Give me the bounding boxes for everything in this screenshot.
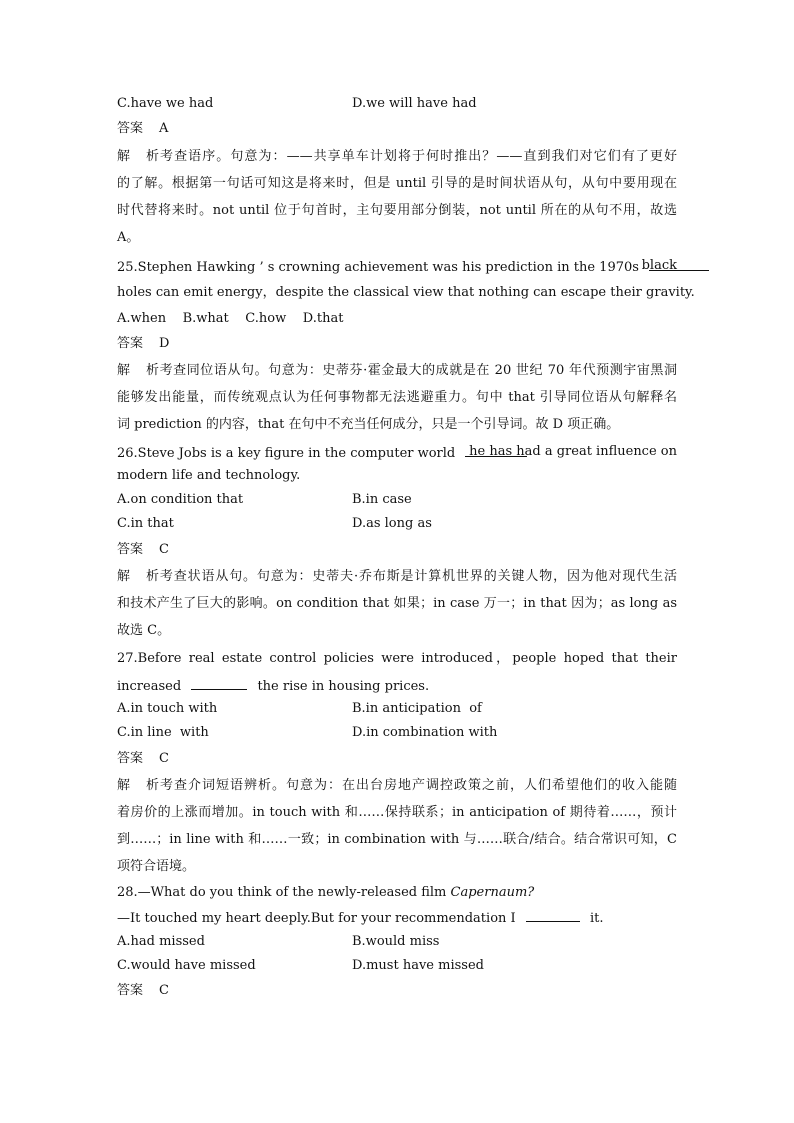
answer-value: C <box>159 983 169 998</box>
q26-option-b: B.in case <box>352 492 412 507</box>
q28-stem-text-end: it. <box>589 911 604 926</box>
q27-blank <box>191 676 247 690</box>
answer-label: 答案 <box>117 336 144 351</box>
q25-explanation-line-3: 词 prediction 的内容，that 在句中不充当任何成分，只是一个引导词。故 D 项正确。 <box>117 417 620 432</box>
explanation-text: 考查状语从句。句意为：史蒂夫·乔布斯是计算机世界的关键人物，因为他对现代生活 <box>159 569 677 584</box>
q27-explanation-line-4: 项符合语境。 <box>117 859 196 874</box>
q28-stem-line-2 <box>117 908 603 928</box>
q24-explanation-line-3: 时代替将来时。not until 位于句首时，主句要用部分倒装，not until 所在的从句不用，故选 <box>117 203 677 218</box>
q24-explanation-line-2: 的了解。根据第一句话可知这是将来时，但是 until 引导的是时间状语从句，从句中要用现在 <box>117 176 677 191</box>
q28-stem-text: 28.—What do you think of the newly-released film <box>117 885 447 900</box>
q28-answer <box>117 982 169 1000</box>
q25-options: A.when B.what C.how D.that <box>117 311 344 326</box>
answer-label: 答案 <box>117 751 144 766</box>
explanation-text: 考查语序。句意为：——共享单车计划将于何时推出？——直到我们对它们有了更好 <box>159 149 677 164</box>
q28-option-c: C.would have missed <box>117 958 256 973</box>
q27-explanation-line-2: 着房价的上涨而增加。in touch with 和……保持联系；in anticipation of 期待着……，预计 <box>117 805 677 820</box>
q27-explanation-line-1 <box>117 777 677 795</box>
q24-option-d: D.we will have had <box>352 96 477 111</box>
explanation-label: 解析 <box>117 363 159 378</box>
q27-stem-text-end: the rise in housing prices. <box>257 679 430 694</box>
q28-blank <box>526 908 580 922</box>
explanation-label: 解析 <box>117 778 159 793</box>
q26-stem-line-1 <box>117 443 677 463</box>
q24-answer <box>117 120 168 138</box>
q26-stem-text: 26.Steve Jobs is a key figure in the computer world <box>117 446 456 461</box>
q24-explanation-line-4: A。 <box>117 230 140 245</box>
q27-answer <box>117 750 169 768</box>
explanation-label: 解析 <box>117 569 159 584</box>
q28-film-title: Capernaum? <box>450 885 535 900</box>
q27-option-a: A.in touch with <box>117 701 218 716</box>
q27-explanation-line-3: 到……；in line with 和……一致；in combination with 与……联合/结合。结合常识可知，C <box>117 832 677 847</box>
q24-explanation-line-1 <box>117 148 677 166</box>
explanation-text: 考查同位语从句。句意为：史蒂芬·霍金最大的成就是在 20 世纪 70 年代预测宇宙黑洞 <box>159 363 677 378</box>
answer-value: C <box>159 751 169 766</box>
q25-stem-text: 25.Stephen Hawking ’ s crowning achievement was his prediction in the 1970s <box>117 260 639 275</box>
answer-label: 答案 <box>117 983 144 998</box>
q25-stem-line-2: holes can emit energy，despite the classical view that nothing can escape their gravity. <box>117 285 695 300</box>
answer-label: 答案 <box>117 542 144 557</box>
q27-stem-text: increased <box>117 679 182 694</box>
q25-stem-line-1 <box>117 257 677 277</box>
q25-explanation-line-1 <box>117 362 677 380</box>
answer-label: 答案 <box>117 121 144 136</box>
q26-explanation-line-3: 故选 C。 <box>117 623 171 638</box>
q26-answer <box>117 541 169 559</box>
explanation-label: 解析 <box>117 149 159 164</box>
q27-option-b: B.in anticipation of <box>352 701 482 716</box>
explanation-text: 考查介词短语辨析。句意为：在出台房地产调控政策之前，人们希望他们的收入能随 <box>159 778 677 793</box>
q26-stem-text-end: he has had a great influence on <box>469 444 677 459</box>
q26-option-a: A.on condition that <box>117 492 244 507</box>
q24-option-c: C.have we had <box>117 96 214 111</box>
answer-value: C <box>159 542 169 557</box>
q28-option-d: D.must have missed <box>352 958 484 973</box>
q28-stem-text: —It touched my heart deeply.But for your recommendation I <box>117 911 516 926</box>
answer-value: A <box>159 121 169 136</box>
q26-explanation-line-2: 和技术产生了巨大的影响。on condition that 如果；in case 万一；in that 因为；as long as <box>117 596 677 611</box>
answer-value: D <box>159 336 170 351</box>
q26-option-d: D.as long as <box>352 516 432 531</box>
q25-stem-text-end: black <box>641 258 677 273</box>
q25-answer <box>117 335 169 353</box>
q26-option-c: C.in that <box>117 516 174 531</box>
q26-stem-line-2: modern life and technology. <box>117 468 301 483</box>
q27-stem-line-2 <box>117 676 429 696</box>
q27-stem-line-1: 27.Before real estate control policies were introduced，people hoped that their <box>117 651 677 666</box>
q28-option-b: B.would miss <box>352 934 440 949</box>
q28-option-a: A.had missed <box>117 934 205 949</box>
q25-explanation-line-2: 能够发出能量，而传统观点认为任何事物都无法逃避重力。句中 that 引导同位语从句解释名 <box>117 390 677 405</box>
q27-option-c: C.in line with <box>117 725 209 740</box>
q28-stem-line-1 <box>117 884 534 902</box>
q27-option-d: D.in combination with <box>352 725 498 740</box>
q26-explanation-line-1 <box>117 568 677 586</box>
